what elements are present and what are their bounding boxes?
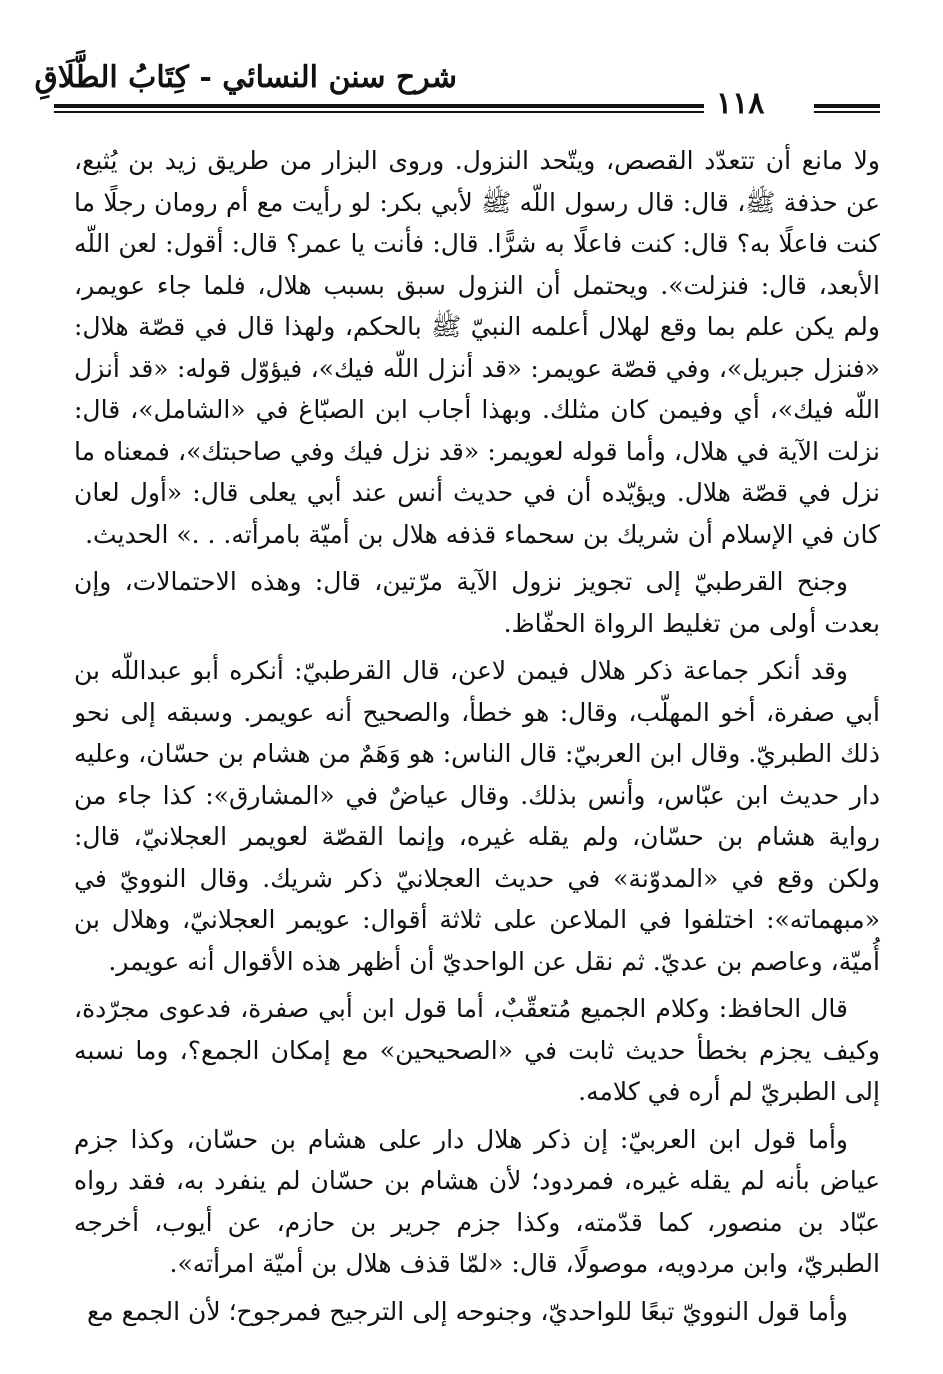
- paragraph: وقد أنكر جماعة ذكر هلال فيمن لاعن، قال القرطبيّ: أنكره أبو عبداللّه بن أبي صفرة، أخو المهلّب، وقال: هو خطأ، والصحيح أنه عويمر. وسبقه إلى نحو ذلك الطبريّ. وقال ابن العربيّ: قال الناس: هو وَهَمٌ من هشام بن حسّان، وعليه دار حديث ابن عبّاس، وأنس بذلك. وقال عياضٌ في «المشارق»: كذا جاء من رواية هشام بن حسّان، ولم يقله غيره، وإنما القصّة لعويمر العجلانيّ، قال: ولكن وقع في «المدوّنة» في حديث العجلانيّ ذكر شريك. وقال النوويّ في «مبهماته»: اختلفوا في الملاعن على ثلاثة أقوال: عويمر العجلانيّ، وهلال بن أُميّة، وعاصم بن عديّ. ثم نقل عن الواحديّ أن أظهر هذه الأقوال أنه عويمر.: [74, 656, 880, 976]
- header-rule-thick: [54, 104, 704, 108]
- paragraph: وأما قول النوويّ تبعًا للواحديّ، وجنوحه إلى الترجيح فمرجوح؛ لأن الجمع مع: [87, 1296, 848, 1326]
- running-title: شرح سنن النسائي - كِتَابُ الطَّلَاقِ: [34, 60, 457, 95]
- paragraph: ولا مانع أن تتعدّد القصص، ويتّحد النزول. وروى البزار من طريق زيد بن يُثيع، عن حذفة ﷺ، قال: قال رسول اللّه ﷺ لأبي بكر: لو رأيت مع أم رومان رجلًا ما كنت فاعلًا به؟ قال: كنت فاعلًا به شرًّا. قال: فأنت يا عمر؟ قال: أقول: لعن اللّه الأبعد، قال: فنزلت». ويحتمل أن النزول سبق بسبب هلال، فلما جاء عويمر، ولم يكن علم بما وقع لهلال أعلمه النبيّ ﷺ بالحكم، ولهذا قال في قصّة هلال: «فنزل جبريل»، وفي قصّة عويمر: «قد أنزل اللّه فيك»، فيؤوّل قوله: «قد أنزل اللّه فيك»، أي وفيمن كان مثلك. وبهذا أجاب ابن الصبّاغ في «الشامل»، قال: نزلت الآية في هلال، وأما قوله لعويمر: «قد نزل فيك وفي صاحبتك»، فمعناه ما نزل في قصّة هلال. ويؤيّده أن في حديث أنس عند أبي يعلى قال: «أول لعان كان في الإسلام أن شريك بن سحماء قذفه هلال بن أميّة بامرأته. . .» الحديث.: [74, 146, 881, 549]
- header-rule-right-thick: [814, 104, 880, 108]
- page-number: ١١٨: [716, 86, 765, 121]
- header-rule-thin: [54, 111, 704, 113]
- paragraph: قال الحافظ: وكلام الجميع مُتعقّبٌ، أما قول ابن أبي صفرة، فدعوى مجرّدة، وكيف يجزم بخطأ حديث ثابت في «الصحيحين» مع إمكان الجمع؟، وما نسبه إلى الطبريّ لم أره في كلامه.: [74, 994, 880, 1106]
- paragraph: وأما قول ابن العربيّ: إن ذكر هلال دار على هشام بن حسّان، وكذا جزم عياض بأنه لم يقله غيره، فمردود؛ لأن هشام بن حسّان لم ينفرد به، فقد رواه عبّاد بن منصور، كما قدّمته، وكذا جزم جرير بن حازم، عن أيوب، أخرجه الطبريّ، وابن مردويه، موصولًا، قال: «لمّا قذف هلال بن أميّة امرأته».: [74, 1124, 880, 1278]
- body-text: [74, 140, 880, 1338]
- header-rule-right-thin: [814, 111, 880, 113]
- paragraph: وجنح القرطبيّ إلى تجويز نزول الآية مرّتين، قال: وهذه الاحتمالات، وإن بعدت أولى من تغليط الرواة الحفّاظ.: [74, 567, 880, 638]
